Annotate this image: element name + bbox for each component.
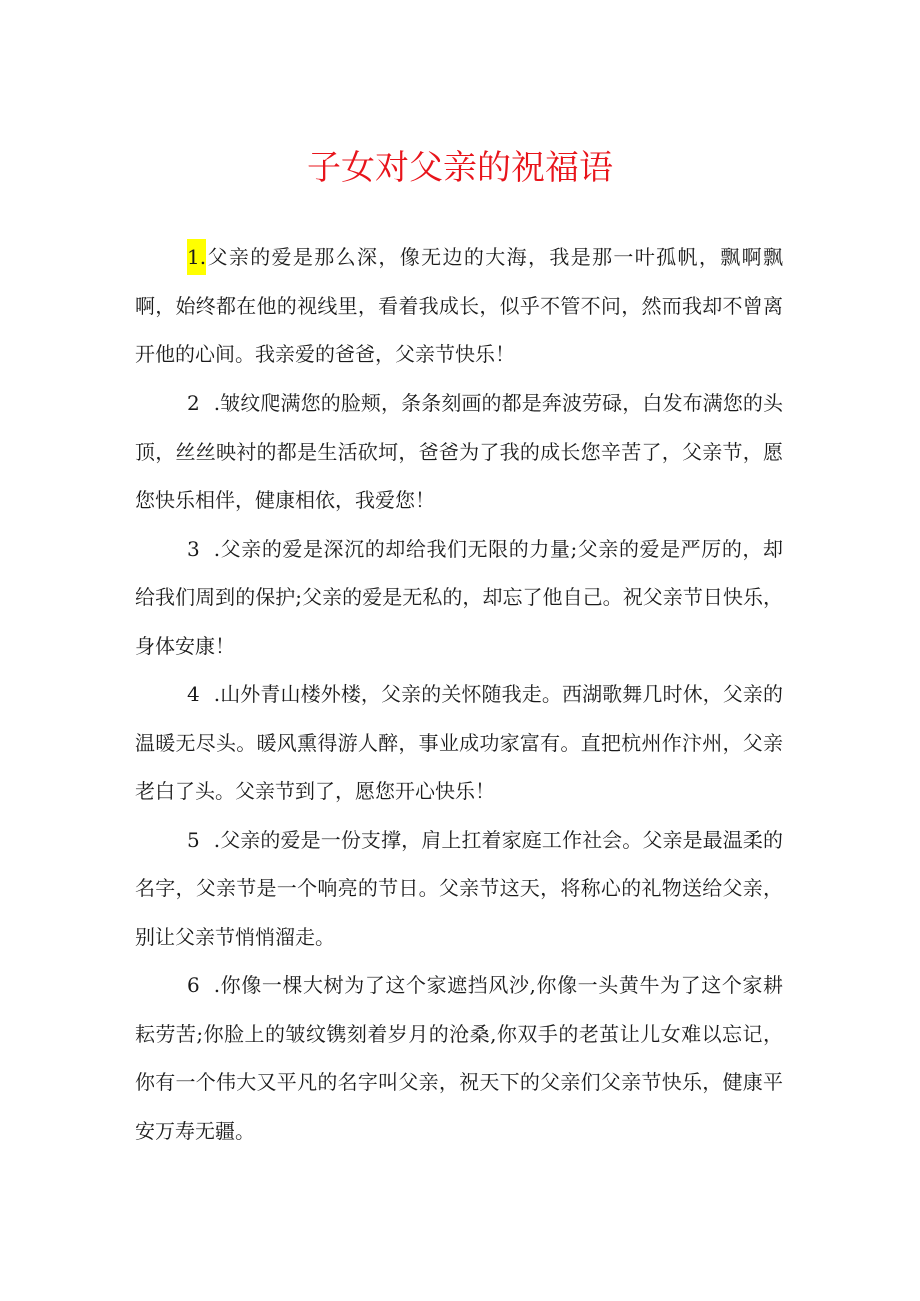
paragraph-number: 5 bbox=[187, 827, 200, 852]
paragraph-text: .父亲的爱是一份支撑，肩上扛着家庭工作社会。父亲是最温柔的名字，父亲节是一个响亮的节日。父亲节这天，将称心的礼物送给父亲，别让父亲节悄悄溜走。 bbox=[135, 827, 783, 949]
paragraph-5 bbox=[135, 816, 783, 962]
paragraph-number: 3 bbox=[187, 536, 200, 561]
paragraph-number: 4 bbox=[187, 682, 200, 706]
paragraph-text: .皱纹爬满您的脸颊，条条刻画的都是奔波劳碌，白发布满您的头顶，丝丝映衬的都是生活砍坷，爸爸为了我的成长您辛苦了，父亲节，愿您快乐相伴，健康相依，我爱您！ bbox=[135, 391, 783, 512]
paragraph-2 bbox=[135, 379, 783, 525]
paragraph-4 bbox=[135, 670, 783, 816]
document-body bbox=[135, 233, 783, 1155]
paragraph-text: 父亲的爱是那么深，像无边的大海，我是那一叶孤帆，飘啊飘啊，始终都在他的视线里，看着我成长，似乎不管不问，然而我却不曾离开他的心间。我亲爱的爸爸，父亲节快乐！ bbox=[135, 245, 783, 366]
paragraph-3 bbox=[135, 525, 783, 671]
paragraph-text: .父亲的爱是深沉的却给我们无限的力量;父亲的爱是严厉的，却给我们周到的保护;父亲的爱是无私的，却忘了他自己。祝父亲节日快乐，身体安康！ bbox=[135, 536, 783, 658]
paragraph-number: 2 bbox=[187, 391, 200, 415]
paragraph-number: 1. bbox=[187, 239, 206, 275]
paragraph-number: 6 bbox=[187, 973, 200, 997]
paragraph-6 bbox=[135, 961, 783, 1155]
paragraph-text: .你像一棵大树为了这个家遮挡风沙,你像一头黄牛为了这个家耕耘劳苦;你脸上的皱纹镌刻着岁月的沧桑,你双手的老茧让儿女难以忘记，你有一个伟大又平凡的名字叫父亲，祝天下的父亲们父亲节快乐，健康平安万寿无疆。 bbox=[135, 973, 783, 1143]
page-title: 子女对父亲的祝福语 bbox=[307, 148, 613, 188]
paragraph-text: .山外青山楼外楼，父亲的关怀随我走。西湖歌舞几时休，父亲的温暖无尽头。暖风熏得游人醉，事业成功家富有。直把杭州作汴州，父亲老白了头。父亲节到了，愿您开心快乐！ bbox=[135, 682, 783, 803]
paragraph-1 bbox=[135, 233, 783, 379]
